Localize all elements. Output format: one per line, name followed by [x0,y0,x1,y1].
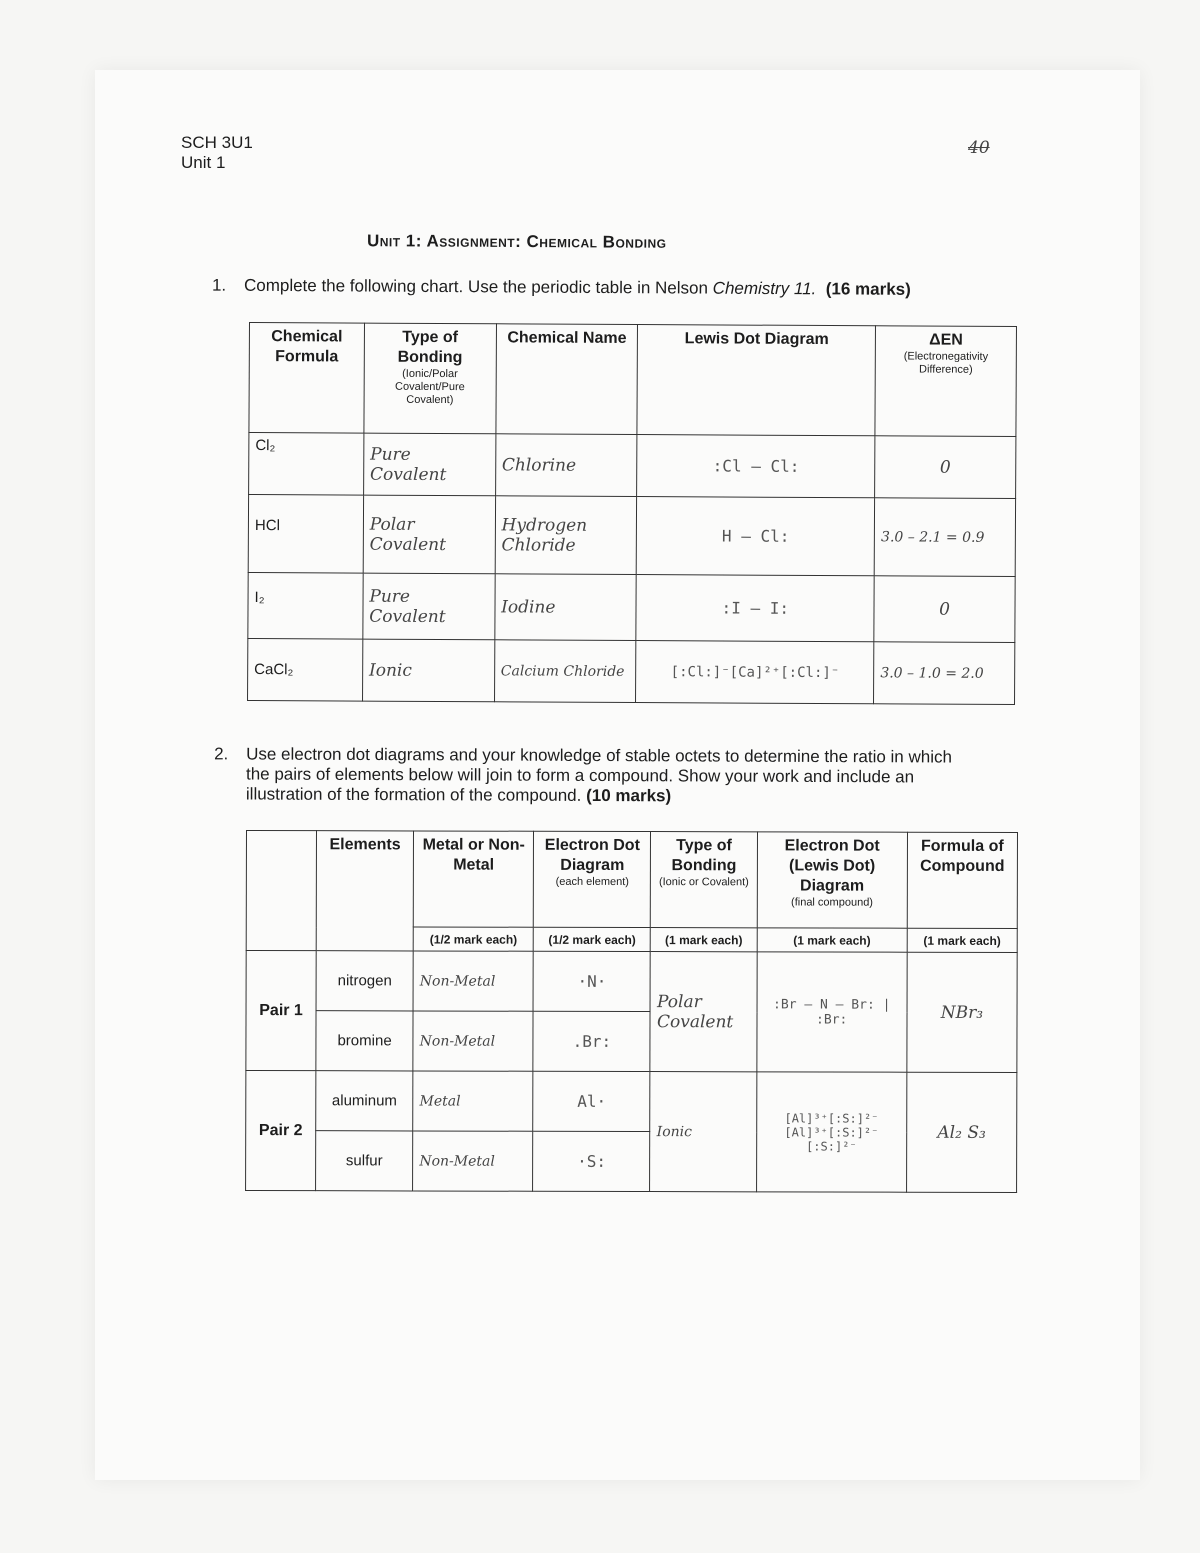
en-cell: 0 [874,576,1015,643]
question-2-text: Use electron dot diagrams and your knowledge of stable octets to determine the ratio in which the pairs of elements below will join to form a compound. Show your work and include an illustration of the formation of the compound. [245,744,953,805]
question-1-book: Chemistry 11. [712,278,817,299]
compound-formula: Al₂ S₃ [906,1072,1017,1192]
question-2-marks: (10 marks) [586,785,672,806]
final-lewis: :Br – N – Br: | :Br: [756,952,907,1072]
question-1-marks: (16 marks) [825,279,911,299]
en-cell: 3.0 – 2.1 = 0.9 [874,498,1015,577]
bonding-chart [247,322,1017,705]
name-cell: Chlorine [495,434,637,497]
pairs-chart [245,830,1018,1193]
lewis-cell: [:Cl:]⁻[Ca]²⁺[:Cl:]⁻ [636,641,874,704]
table-row [248,572,1015,642]
page-title: Unit 1: Assignment: Chemical Bonding [366,231,667,252]
question-2 [214,744,974,807]
table-row [248,638,1015,704]
en-cell: 0 [875,436,1016,499]
page-header [181,133,253,173]
bonding-cell: Pure Covalent [363,573,495,640]
col-bond-type-sub: (Ionic or Covalent) [658,876,749,889]
col-elements: Elements [316,831,413,951]
col-delta-en-sub: (Electronegativity Difference) [903,350,989,376]
element-dot: Al· [533,1071,650,1131]
table-row [246,1071,1017,1133]
lewis-cell: :Cl – Cl: [637,435,875,498]
bonding-cell: Polar Covalent [363,495,495,574]
pair-1-label: Pair 1 [246,951,316,1071]
col-bond-type-label: Type of Bonding [671,837,737,875]
formula-cell: CaCl₂ [248,638,363,701]
name-cell: Iodine [494,574,636,641]
col-lewis-final-label: Electron Dot (Lewis Dot) Diagram [784,837,880,895]
bonding-type: Polar Covalent [650,952,756,1072]
col-electron-dot-sub: (each element) [555,875,629,889]
table-row [249,433,1016,499]
score-mark: 40 [968,138,990,158]
col-lewis-final-sub: (final compound) [791,896,873,909]
unit-label: Unit 1 [181,153,226,172]
marks-lewis: (1 mark each) [757,928,907,952]
marks-type: (1 mark each) [651,928,757,952]
en-cell: 3.0 – 1.0 = 2.0 [874,642,1015,705]
col-pair-blank [246,831,316,951]
col-type-of-bonding [364,323,496,434]
marks-dot: (1/2 mark each) [534,927,651,951]
pairs-header-row [246,831,1017,929]
col-electron-dot-label: Electron Dot Diagram [544,836,640,874]
col-metal: Metal or Non-Metal [413,831,533,927]
element-dot: ·N· [533,951,650,1011]
table-row [246,951,1017,1013]
element-name: bromine [316,1011,413,1071]
col-formula: Formula of Compound [907,832,1017,928]
name-cell: Calcium Chloride [494,640,636,703]
pair-2-label: Pair 2 [246,1071,316,1191]
bonding-cell: Ionic [362,639,494,702]
col-lewis-dot: Lewis Dot Diagram [637,325,875,436]
element-dot: .Br: [533,1011,650,1071]
formula-cell: I₂ [248,572,363,639]
element-name: nitrogen [316,951,413,1011]
col-chemical-formula: Chemical Formula [249,323,364,434]
chart-header-row [249,323,1017,437]
question-1-text: Complete the following chart. Use the periodic table in Nelson [243,275,713,298]
marks-metal: (1/2 mark each) [413,927,533,951]
col-type-of-bonding-sub: (Ionic/Polar Covalent/Pure Covalent) [395,367,465,407]
question-1-number: 1. [211,275,227,295]
col-electron-dot [534,831,651,927]
metal-type: Non-Metal [413,951,533,1011]
metal-type: Metal [413,1071,533,1131]
col-type-of-bonding-label: Type of Bonding [397,328,463,367]
element-name: sulfur [316,1131,413,1191]
course-code: SCH 3U1 [181,133,253,152]
element-dot: ·S: [533,1131,650,1191]
lewis-cell: H – Cl: [637,497,875,576]
lewis-cell: :I – I: [636,575,874,642]
question-2-number: 2. [214,744,229,764]
metal-type: Non-Metal [413,1011,533,1071]
col-delta-en [875,326,1016,437]
metal-type: Non-Metal [413,1131,533,1191]
col-delta-en-label: ΔEN [929,331,963,349]
element-name: aluminum [316,1071,413,1131]
bonding-type: Ionic [650,1072,756,1192]
formula-cell: Cl₂ [249,433,364,496]
marks-formula: (1 mark each) [907,928,1017,952]
name-cell: Hydrogen Chloride [495,496,637,575]
col-bond-type [651,832,757,928]
formula-cell: HCl [248,495,363,574]
bonding-cell: Pure Covalent [363,433,495,496]
compound-formula: NBr₃ [907,952,1018,1072]
table-row [248,495,1015,577]
col-lewis-final [757,832,907,928]
final-lewis: [Al]³⁺[:S:]²⁻ [Al]³⁺[:S:]²⁻ [:S:]²⁻ [756,1072,907,1192]
col-chemical-name: Chemical Name [496,324,638,435]
